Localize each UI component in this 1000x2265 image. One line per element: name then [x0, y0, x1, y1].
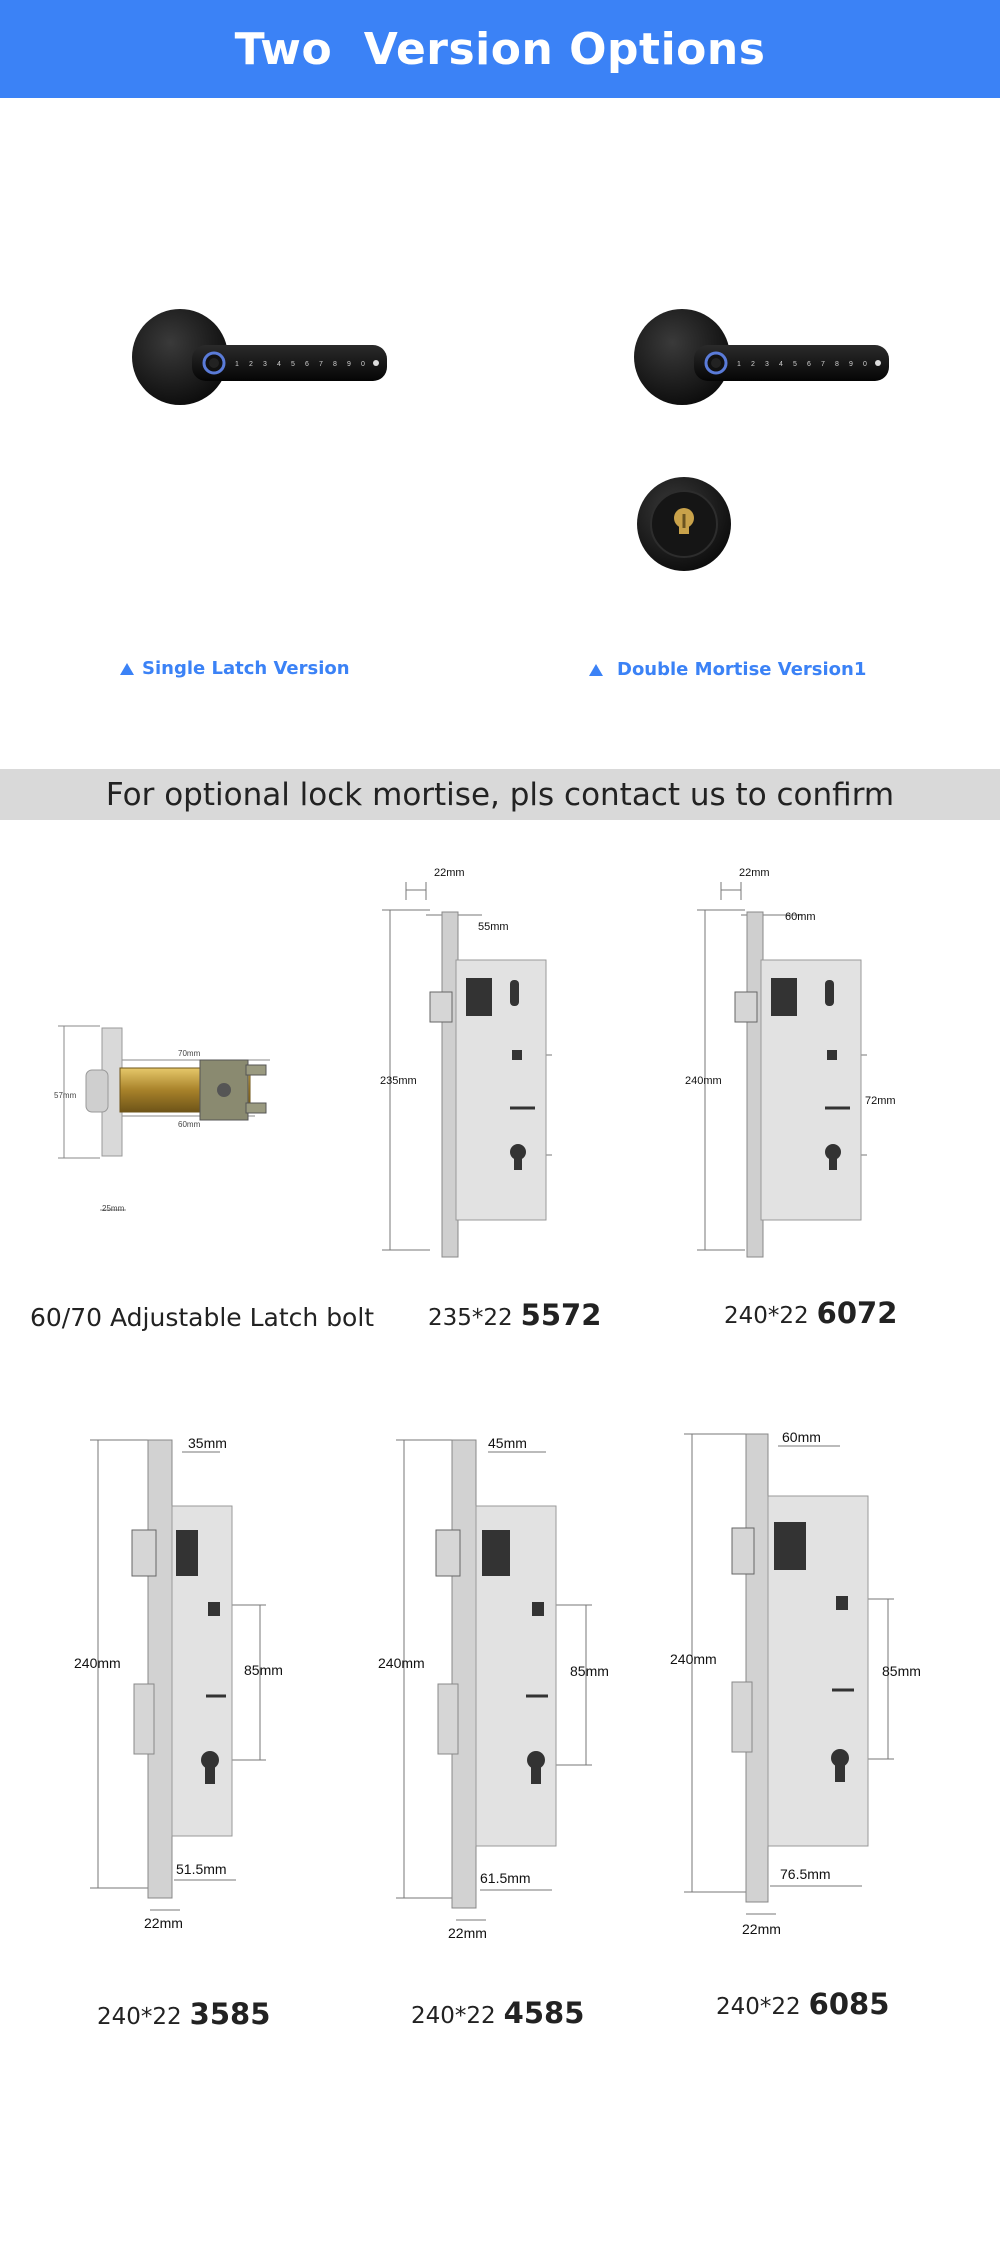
- mortise-dim-case-width: 76.5mm: [780, 1866, 831, 1882]
- mortise-caption-3585: [97, 1997, 270, 2031]
- keypad-digit: 3: [263, 361, 267, 368]
- keypad-digit: 7: [319, 361, 323, 368]
- mortise-size: 240*22: [411, 2003, 496, 2029]
- mortise-model: 3585: [189, 1997, 271, 2031]
- page-title: Two Version Options: [234, 23, 766, 75]
- mortise-dim-center: 85mm: [882, 1663, 921, 1679]
- keypad-digit: 6: [807, 361, 811, 368]
- keypad-digit: 4: [779, 361, 783, 368]
- mortise-dim-case-width: 61.5mm: [480, 1870, 531, 1886]
- mortise-caption-5572: [428, 1298, 601, 1332]
- mortise-dim-width: 22mm: [742, 1921, 781, 1937]
- triangle-up-icon: [120, 663, 134, 675]
- mortise-image-6085: [668, 1424, 928, 1944]
- keypad-digit: 6: [305, 361, 309, 368]
- mortise-dim-height: 240mm: [685, 1075, 722, 1087]
- keypad-digit: 7: [821, 361, 825, 368]
- mortise-dim-backset: 60mm: [782, 1429, 821, 1445]
- mortise-dim-height: 240mm: [670, 1651, 717, 1667]
- keypad-digit: 3: [765, 361, 769, 368]
- mortise-model: 4585: [503, 1996, 585, 2030]
- mortise-image-3585: [70, 1430, 310, 1950]
- mortise-model: 6072: [816, 1296, 898, 1330]
- keypad-digit: 5: [291, 361, 295, 368]
- mortise-dim-case-width: 51.5mm: [176, 1861, 227, 1877]
- keypad-digit: 2: [751, 361, 755, 368]
- mortise-model: 6085: [808, 1987, 890, 2021]
- latch-dim-short: 60mm: [178, 1120, 201, 1129]
- version-label-double: [589, 659, 866, 680]
- version-label-single: [120, 658, 350, 679]
- mortise-dim-center: 72mm: [865, 1095, 896, 1107]
- mortise-dim-backset: 45mm: [488, 1435, 527, 1451]
- mortise-dim-width: 22mm: [739, 867, 770, 879]
- mortise-dim-height: 240mm: [74, 1655, 121, 1671]
- keypad-digit: 8: [835, 361, 839, 368]
- keypad-digit: 1: [737, 361, 741, 368]
- latch-dim-plate: 25mm: [102, 1204, 125, 1213]
- latch-caption: 60/70 Adjustable Latch bolt: [30, 1303, 375, 1332]
- triangle-up-icon: [589, 664, 603, 676]
- mortise-dim-height: 235mm: [380, 1075, 417, 1087]
- mortise-size: 235*22: [428, 1305, 513, 1331]
- version-label-text: Single Latch Version: [142, 658, 350, 679]
- latch-dim-long: 70mm: [178, 1049, 201, 1058]
- mortise-notice-text: For optional lock mortise, pls contact us to confirm: [105, 776, 895, 813]
- mortise-caption-4585: [411, 1996, 584, 2030]
- keypad-digit: 8: [333, 361, 337, 368]
- mortise-dim-width: 22mm: [448, 1925, 487, 1941]
- keypad-digit: 4: [277, 361, 281, 368]
- mortise-caption-6072: [724, 1296, 897, 1330]
- mortise-image-5572: [370, 860, 570, 1260]
- mortise-image-4585: [376, 1430, 616, 1950]
- keypad-digit: 1: [235, 361, 239, 368]
- mortise-dim-backset: 55mm: [478, 921, 509, 933]
- mortise-dim-center: 85mm: [244, 1662, 283, 1678]
- keypad-digit: 5: [793, 361, 797, 368]
- mortise-model: 5572: [520, 1298, 602, 1332]
- keypad-digit: 0: [361, 361, 365, 368]
- keypad-digit: 9: [347, 361, 351, 368]
- single-latch-image: [130, 300, 390, 410]
- mortise-caption-6085: [716, 1987, 889, 2021]
- page-title-banner: [0, 0, 1000, 98]
- double-mortise-image: [632, 300, 892, 410]
- keypad-digit: 9: [849, 361, 853, 368]
- mortise-size: 240*22: [97, 2004, 182, 2030]
- keypad-digit: 2: [249, 361, 253, 368]
- mortise-dim-center: 85mm: [570, 1663, 609, 1679]
- latch-bolt-image: [50, 1010, 320, 1220]
- latch-dim-height: 57mm: [54, 1091, 77, 1100]
- mortise-dim-backset: 35mm: [188, 1435, 227, 1451]
- version-label-text: Double Mortise Version1: [617, 659, 867, 680]
- keypad-digit: 0: [863, 361, 867, 368]
- deadbolt-cylinder-image: [634, 474, 734, 574]
- mortise-dim-backset: 60mm: [785, 911, 816, 923]
- mortise-size: 240*22: [716, 1994, 801, 2020]
- mortise-dim-width: 22mm: [434, 867, 465, 879]
- mortise-size: 240*22: [724, 1303, 809, 1329]
- mortise-image-6072: [685, 860, 896, 1260]
- mortise-dim-height: 240mm: [378, 1655, 425, 1671]
- mortise-dim-width: 22mm: [144, 1915, 183, 1931]
- mortise-notice-bar: [0, 769, 1000, 820]
